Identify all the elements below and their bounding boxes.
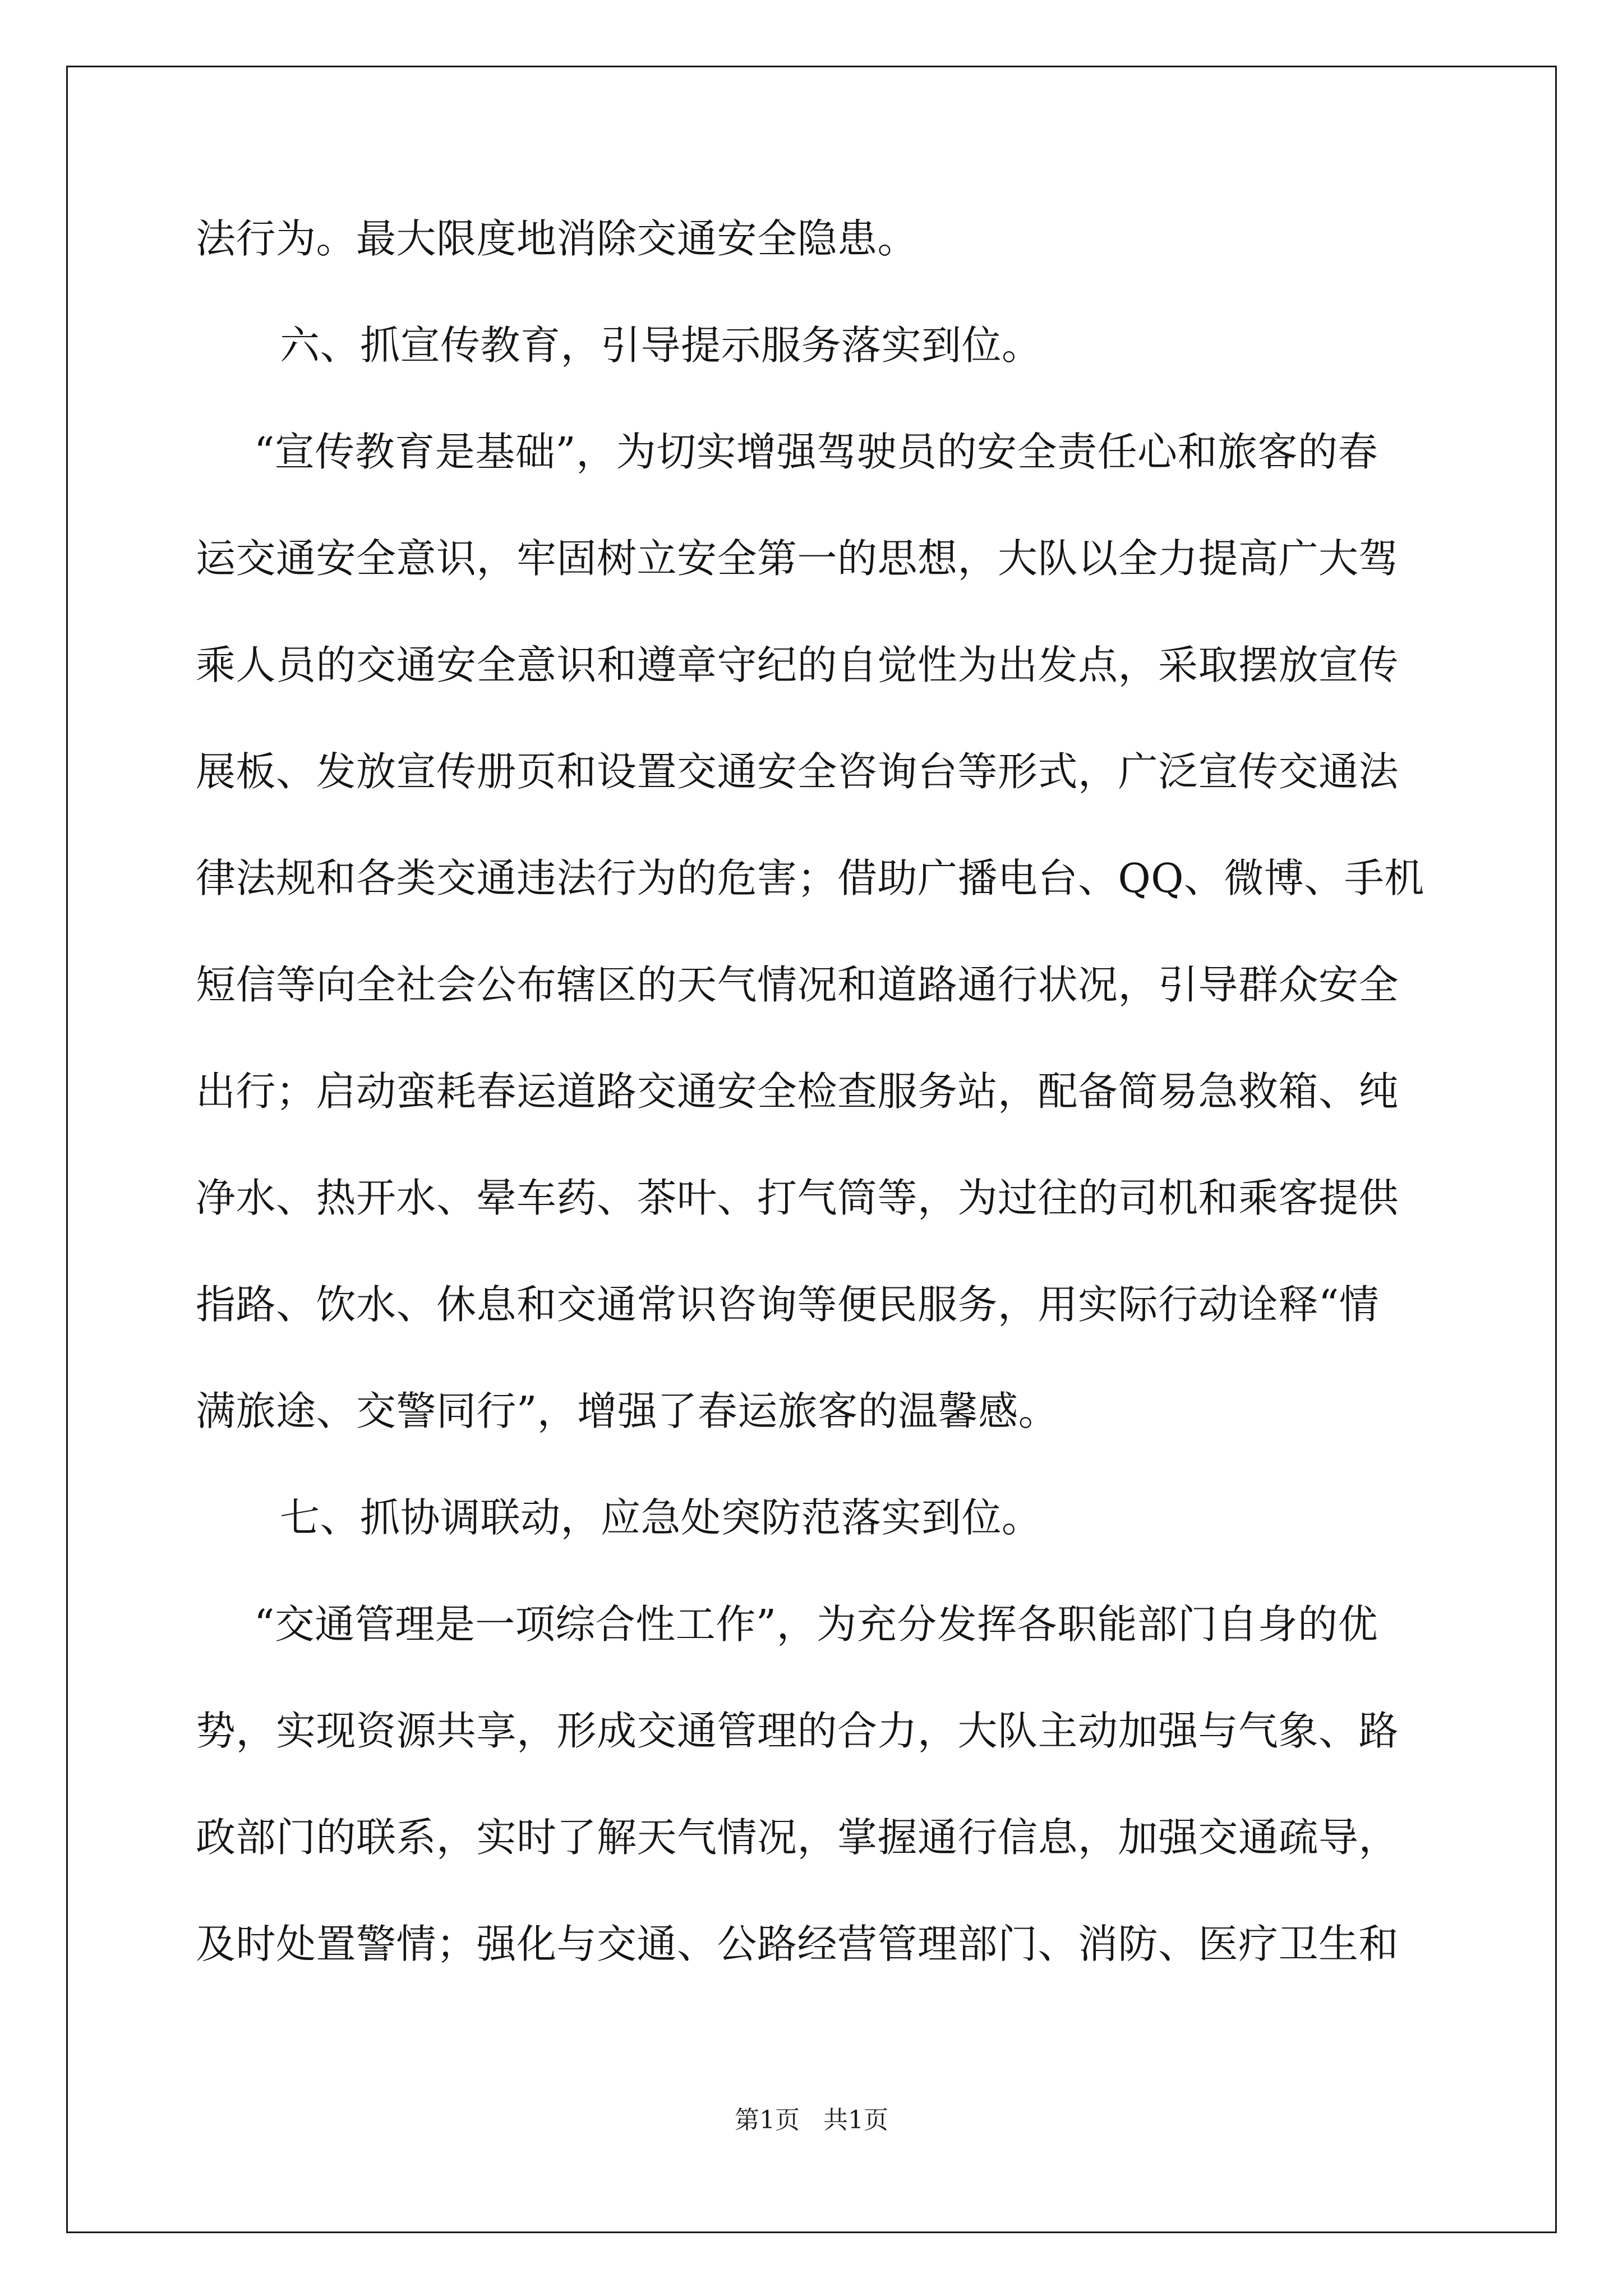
text-line: 出行；启动蛮耗春运道路交通安全检查服务站，配备简易急救箱、纯 [196, 1068, 1399, 1115]
text-line: 律法规和各类交通违法行为的危害；借助广播电台、QQ、微博、手机 [196, 855, 1424, 901]
text-line: “宣传教育是基础”，为切实增强驾驶员的安全责任心和旅客的春 [254, 429, 1378, 475]
text-line: 满旅途、交警同行”，增强了春运旅客的温馨感。 [196, 1388, 1059, 1434]
text-line: 短信等向全社会公布辖区的天气情况和道路通行状况，引导群众安全 [196, 961, 1399, 1008]
text-line: 政部门的联系，实时了解天气情况，掌握通行信息，加强交通疏导， [196, 1814, 1399, 1861]
text-line: 法行为。最大限度地消除交通安全隐患。 [196, 215, 918, 262]
page-footer [0, 2105, 1623, 2136]
text-line: 乘人员的交通安全意识和遵章守纪的自觉性为出发点，采取摆放宣传 [196, 642, 1399, 688]
page-border [66, 66, 1557, 2233]
section-heading: 七、抓协调联动，应急处突防范落实到位。 [280, 1494, 1042, 1541]
page-total: 共1页 [823, 2106, 888, 2134]
section-heading: 六、抓宣传教育，引导提示服务落实到位。 [280, 322, 1042, 369]
text-line: 势，实现资源共享，形成交通管理的合力，大队主动加强与气象、路 [196, 1708, 1399, 1754]
text-line: 净水、热开水、晕车药、茶叶、打气筒等，为过往的司机和乘客提供 [196, 1175, 1399, 1221]
text-line: 指路、饮水、休息和交通常识咨询等便民服务，用实际行动诠释“情 [196, 1281, 1380, 1328]
text-line: “交通管理是一项综合性工作”，为充分发挥各职能部门自身的优 [254, 1601, 1378, 1648]
page-number: 第1页 [735, 2106, 800, 2134]
text-line: 及时处置警情；强化与交通、公路经营管理部门、消防、医疗卫生和 [196, 1921, 1399, 1967]
text-line: 运交通安全意识，牢固树立安全第一的思想，大队以全力提高广大驾 [196, 535, 1399, 582]
text-line: 展板、发放宣传册页和设置交通安全咨询台等形式，广泛宣传交通法 [196, 748, 1399, 795]
